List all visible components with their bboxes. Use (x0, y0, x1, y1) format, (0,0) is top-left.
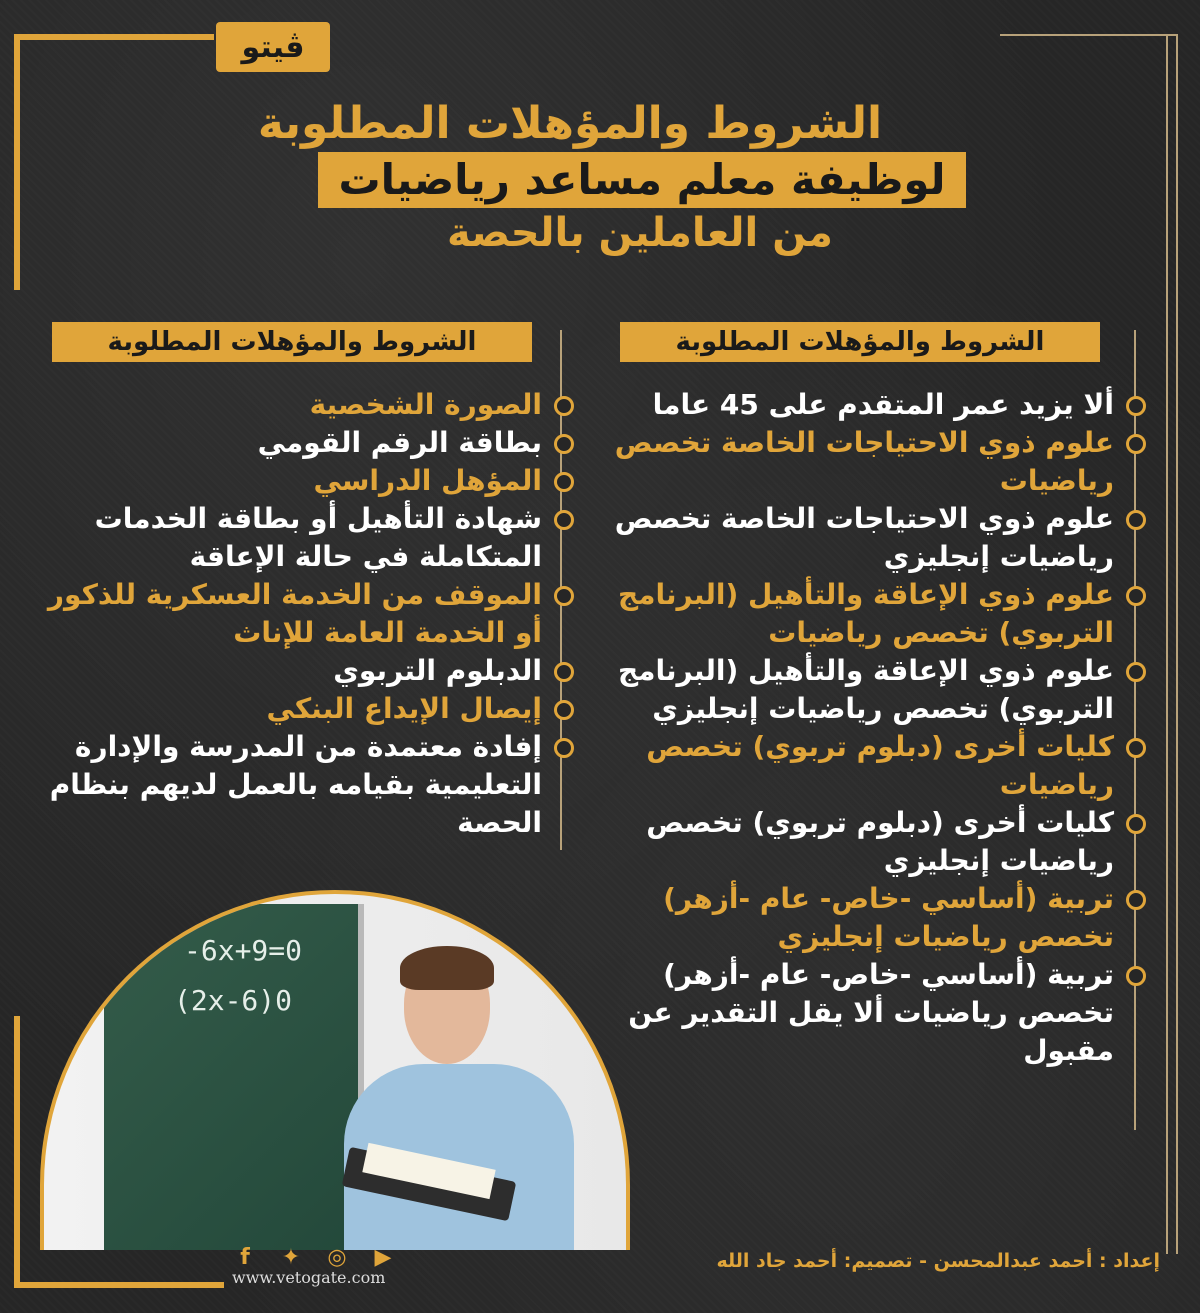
chalkboard (104, 904, 364, 1250)
social-icons (232, 1245, 396, 1270)
teacher-photo (40, 890, 630, 1250)
instagram-icon[interactable]: ◎ (327, 1245, 347, 1270)
teacher-hair (400, 946, 494, 990)
frame-bottom-left-vertical (14, 1016, 20, 1288)
frame-right-outer-vertical (1176, 34, 1178, 1254)
bullet-icon (1126, 966, 1146, 986)
bullet-icon (554, 396, 574, 416)
bullet-icon (1126, 434, 1146, 454)
frame-right-vertical (1166, 34, 1168, 1254)
right-column-list (600, 386, 1152, 1070)
list-item: تربية (أساسي -خاص- عام -أزهر) تخصص رياضيات ألا يقل التقدير عن مقبول (600, 956, 1152, 1070)
list-item: علوم ذوي الإعاقة والتأهيل (البرنامج التربوي) تخصص رياضيات (600, 576, 1152, 652)
bullet-icon (1126, 586, 1146, 606)
chalkboard-line-1: -6x+9=0 (184, 934, 303, 967)
title-line-3: من العاملين بالحصة (447, 210, 833, 256)
list-item: الموقف من الخدمة العسكرية للذكور أو الخدمة العامة للإناث (40, 576, 580, 652)
bullet-icon (554, 510, 574, 530)
list-item: كليات أخرى (دبلوم تربوي) تخصص رياضيات إنجليزي (600, 804, 1152, 880)
frame-left-vertical (14, 34, 20, 290)
title-line-1: الشروط والمؤهلات المطلوبة (257, 98, 883, 149)
twitter-icon[interactable]: ✦ (281, 1245, 301, 1270)
bullet-icon (1126, 890, 1146, 910)
list-item: إفادة معتمدة من المدرسة والإدارة التعليمية بقيامه بالعمل لديهم بنظام الحصة (40, 728, 580, 842)
credits: إعداد : أحمد عبدالمحسن - تصميم: أحمد جاد الله (716, 1250, 1160, 1272)
list-item: كليات أخرى (دبلوم تربوي) تخصص رياضيات (600, 728, 1152, 804)
bullet-icon (1126, 738, 1146, 758)
bullet-icon (554, 434, 574, 454)
bullet-icon (554, 586, 574, 606)
list-item: علوم ذوي الاحتياجات الخاصة تخصص رياضيات إنجليزي (600, 500, 1152, 576)
bullet-icon (554, 472, 574, 492)
list-item: إيصال الإيداع البنكي (40, 690, 580, 728)
list-item: علوم ذوي الاحتياجات الخاصة تخصص رياضيات (600, 424, 1152, 500)
bullet-icon (554, 738, 574, 758)
logo: ڤيتو (216, 22, 330, 72)
frame-bottom-horizontal (14, 1282, 224, 1288)
list-item: الصورة الشخصية (40, 386, 580, 424)
list-item: تربية (أساسي -خاص- عام -أزهر) تخصص رياضيات إنجليزي (600, 880, 1152, 956)
right-column-heading: الشروط والمؤهلات المطلوبة (620, 322, 1100, 362)
bullet-icon (1126, 662, 1146, 682)
youtube-icon[interactable]: ▶ (374, 1245, 392, 1270)
bullet-icon (1126, 510, 1146, 530)
list-item: علوم ذوي الإعاقة والتأهيل (البرنامج التربوي) تخصص رياضيات إنجليزي (600, 652, 1152, 728)
left-column-heading: الشروط والمؤهلات المطلوبة (52, 322, 532, 362)
list-item: المؤهل الدراسي (40, 462, 580, 500)
list-item: الدبلوم التربوي (40, 652, 580, 690)
list-item: ألا يزيد عمر المتقدم على 45 عاما (600, 386, 1152, 424)
website-url[interactable]: www.vetogate.com (232, 1268, 386, 1287)
bullet-icon (554, 662, 574, 682)
list-item: شهادة التأهيل أو بطاقة الخدمات المتكاملة في حالة الإعاقة (40, 500, 580, 576)
chalkboard-line-2: (2x-6)0 (174, 984, 293, 1017)
bullet-icon (1126, 814, 1146, 834)
frame-top-right-horizontal (1000, 34, 1178, 36)
facebook-icon[interactable]: f (240, 1245, 250, 1270)
frame-top-left-horizontal (14, 34, 214, 40)
bullet-icon (554, 700, 574, 720)
title-line-2-highlight: لوظيفة معلم مساعد رياضيات (318, 152, 966, 208)
bullet-icon (1126, 396, 1146, 416)
list-item: بطاقة الرقم القومي (40, 424, 580, 462)
left-column-list (40, 386, 580, 842)
